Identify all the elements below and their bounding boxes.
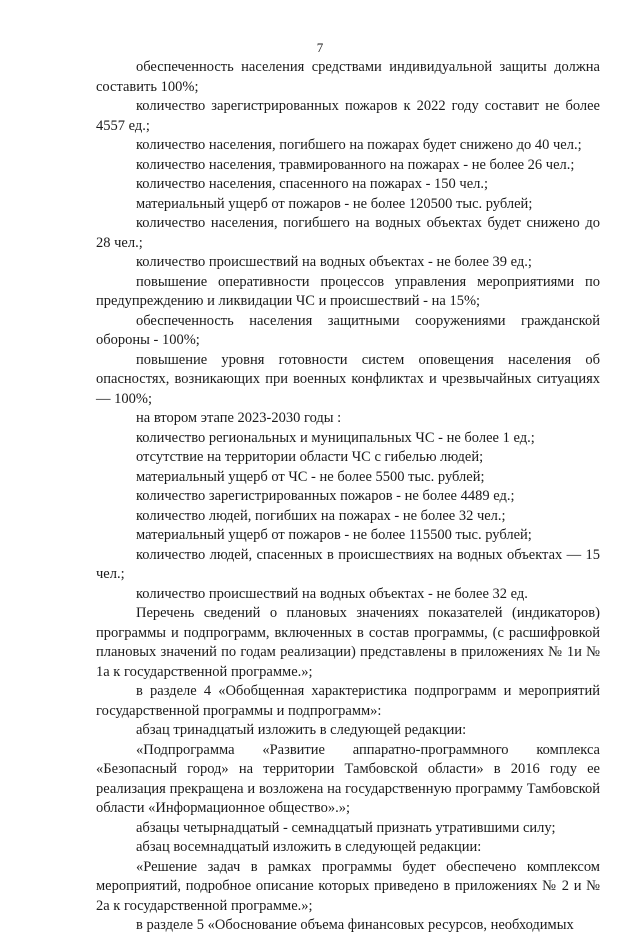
paragraph: обеспеченность населения защитными сооружениями гражданской обороны - 100%; xyxy=(96,312,600,348)
paragraph: абзацы четырнадцатый - семнадцатый признать утратившими силу; xyxy=(136,819,556,836)
paragraph: абзац восемнадцатый изложить в следующей редакции: xyxy=(136,839,482,855)
paragraph: абзац тринадцатый изложить в следующей редакции: xyxy=(136,722,467,738)
paragraph: Перечень сведений о плановых значениях показателей (индикаторов) программы и подпрограмм, включенных в состав программы, (с расшифровкой плановых значений по годам реализации) представлены в приложениях № 1и № 1а к государственной программе.»; xyxy=(96,605,600,680)
document-body xyxy=(96,58,600,936)
page-number: 7 xyxy=(316,40,324,55)
paragraph: на втором этапе 2023-2030 годы : xyxy=(136,410,342,426)
paragraph: количество происшествий на водных объектах - не более 39 ед.; xyxy=(136,254,532,270)
paragraph: материальный ущерб от пожаров - не более 120500 тыс. рублей; xyxy=(136,195,533,212)
paragraph: количество населения, спасенного на пожарах - 150 чел.; xyxy=(136,176,489,192)
paragraph: количество людей, спасенных в происшествиях на водных объектах — 15 чел.; xyxy=(96,546,600,582)
paragraph: материальный ущерб от пожаров - не более 115500 тыс. рублей; xyxy=(136,527,532,543)
paragraph: количество населения, травмированного на пожарах - не более 26 чел.; xyxy=(136,156,575,173)
paragraph: «Подпрограмма «Развитие аппаратно-программного комплекса «Безопасный город» на территории Тамбовской области» в 2016 году ее реализация прекращена и возложена на государственную программу Тамбовской области «Информационное общество».»; xyxy=(96,741,600,816)
paragraph: в разделе 5 «Обоснование объема финансовых ресурсов, необходимых xyxy=(136,917,574,933)
paragraph: повышение оперативности процессов управления мероприятиями по предупреждению и ликвидации ЧС и происшествий - на 15%; xyxy=(96,273,600,309)
paragraph: отсутствие на территории области ЧС с гибелью людей; xyxy=(136,449,484,465)
paragraph: количество населения, погибшего на пожарах будет снижено до 40 чел.; xyxy=(136,137,582,153)
paragraph: материальный ущерб от ЧС - не более 5500 тыс. рублей; xyxy=(136,468,485,485)
paragraph: количество зарегистрированных пожаров - не более 4489 ед.; xyxy=(136,488,515,504)
paragraph: количество людей, погибших на пожарах - не более 32 чел.; xyxy=(136,507,506,524)
paragraph: «Решение задач в рамках программы будет обеспечено комплексом мероприятий, подробное описание которых приведено в приложениях № 2 и № 2а к государственной программе.»; xyxy=(96,858,600,914)
paragraph: количество населения, погибшего на водных объектах будет снижено до 28 чел.; xyxy=(96,215,600,251)
paragraph: в разделе 4 «Обобщенная характеристика подпрограмм и мероприятий государственной программы и подпрограмм»: xyxy=(96,683,600,719)
paragraph: количество происшествий на водных объектах - не более 32 ед. xyxy=(136,585,528,602)
paragraph: повышение уровня готовности систем оповещения населения об опасностях, возникающих при военных конфликтах и чрезвычайных ситуациях — 100%; xyxy=(96,351,600,407)
paragraph: количество зарегистрированных пожаров к 2022 году составит не более 4557 ед.; xyxy=(96,98,600,134)
paragraph: количество региональных и муниципальных ЧС - не более 1 ед.; xyxy=(136,429,535,446)
paragraph: обеспеченность населения средствами индивидуальной защиты должна составить 100%; xyxy=(96,59,600,95)
